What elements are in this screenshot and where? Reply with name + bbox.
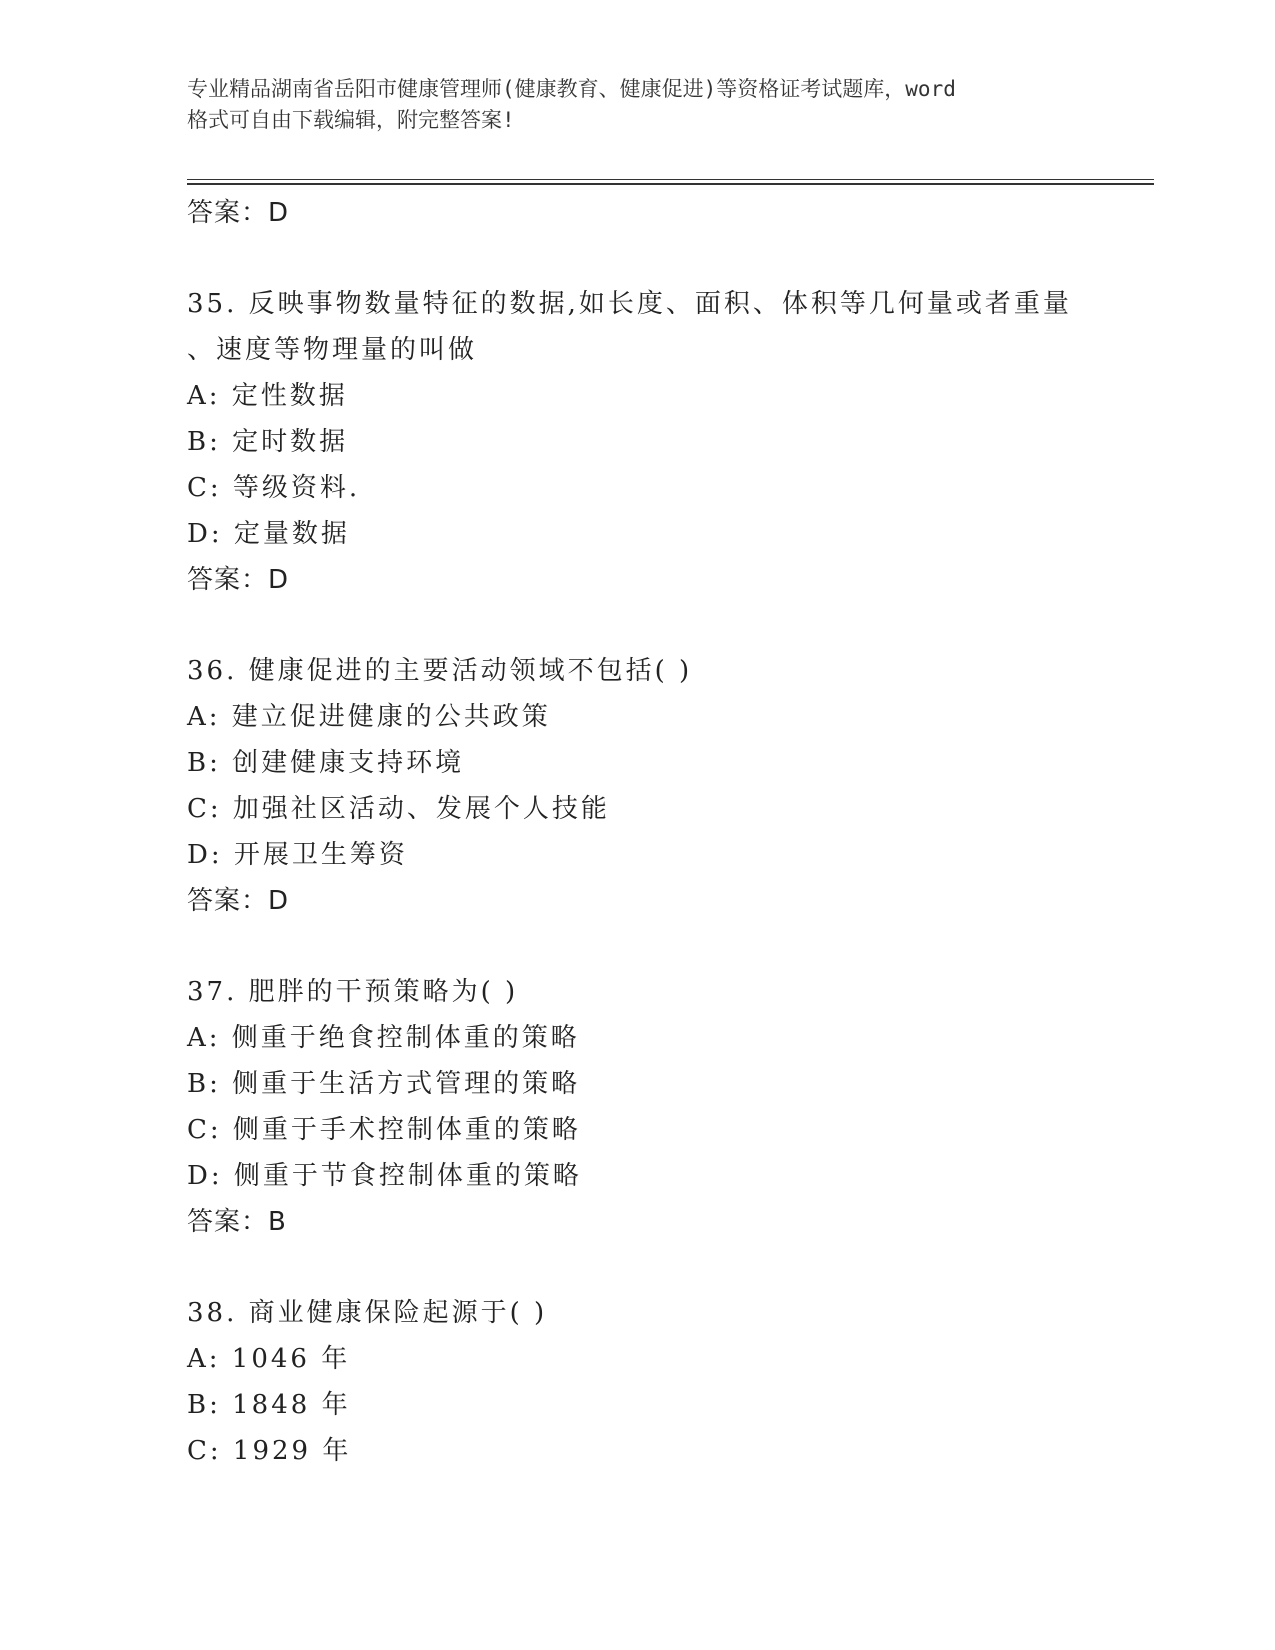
option-d: D: 开展卫生筹资: [187, 840, 408, 870]
question-37: [187, 969, 1147, 1245]
question-stem: 38. 商业健康保险起源于( ): [187, 1298, 548, 1328]
option-c: C: 加强社区活动、发展个人技能: [187, 794, 610, 824]
question-stem: 36. 健康促进的主要活动领域不包括( ): [187, 656, 693, 686]
previous-answer: 答案：D: [187, 198, 290, 228]
option-c: C: 等级资料.: [187, 473, 361, 503]
option-b: B: 1848 年: [187, 1390, 351, 1420]
answer: 答案：B: [187, 1207, 287, 1237]
question-stem: 37. 肥胖的干预策略为( ): [187, 977, 519, 1007]
header-rule-thick: [187, 183, 1154, 185]
option-c: C: 侧重于手术控制体重的策略: [187, 1115, 581, 1145]
option-a: A: 侧重于绝食控制体重的策略: [187, 1023, 580, 1053]
question-stem: 35. 反映事物数量特征的数据,如长度、面积、体积等几何量或者重量: [187, 289, 1072, 319]
header-line-1: 专业精品湖南省岳阳市健康管理师(健康教育、健康促进)等资格证考试题库，word: [187, 77, 956, 101]
header-line-2: 格式可自由下载编辑，附完整答案!: [187, 108, 515, 132]
header-rule-thin: [187, 179, 1154, 180]
question-list: [187, 190, 1147, 1474]
option-a: A: 定性数据: [187, 381, 348, 411]
answer: 答案：D: [187, 886, 290, 916]
question-36: [187, 648, 1147, 924]
option-d: D: 侧重于节食控制体重的策略: [187, 1161, 582, 1191]
option-a: A: 1046 年: [187, 1344, 351, 1374]
option-b: B: 创建健康支持环境: [187, 748, 465, 778]
question-stem: 、速度等物理量的叫做: [187, 335, 478, 365]
option-c: C: 1929 年: [187, 1436, 352, 1466]
answer: 答案：D: [187, 565, 290, 595]
question-38: [187, 1290, 1147, 1474]
option-d: D: 定量数据: [187, 519, 350, 549]
page-header: [187, 74, 1087, 136]
option-a: A: 建立促进健康的公共政策: [187, 702, 551, 732]
option-b: B: 定时数据: [187, 427, 349, 457]
option-b: B: 侧重于生活方式管理的策略: [187, 1069, 581, 1099]
question-35: [187, 281, 1147, 603]
